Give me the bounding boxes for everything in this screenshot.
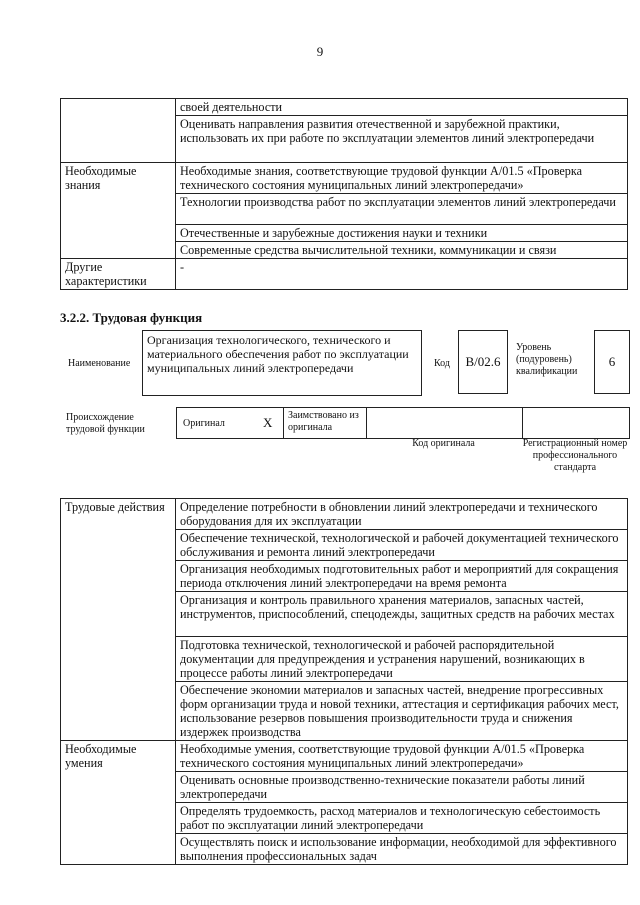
table-cell: - <box>176 259 628 290</box>
code-original-caption: Код оригинала <box>412 438 475 449</box>
code-label: Код <box>434 358 450 369</box>
row-label: Трудовые действия <box>61 499 176 741</box>
name-label: Наименование <box>68 358 131 369</box>
table-cell: Подготовка технической, технологической и рабочей распорядительной документации для предупреждения и устранения нарушений, возникающих в процессе работы линий электропередачи <box>176 637 628 682</box>
table-cell: Отечественные и зарубежные достижения науки и техники <box>176 225 628 242</box>
table-cell: Организация необходимых подготовительных работ и мероприятий для сокращения периода отключения линий электропередачи на время ремонта <box>176 561 628 592</box>
origin-borrowed-box <box>283 407 367 439</box>
original-mark: X <box>263 415 273 430</box>
row-label: Другие характеристики <box>61 259 176 290</box>
table-row <box>61 99 628 116</box>
origin-original-box <box>176 407 284 439</box>
table-cell: Обеспечение технической, технологической и рабочей документацией технического обслуживания и ремонта линий электропередачи <box>176 530 628 561</box>
table-cell: Технологии производства работ по эксплуатации элементов линий электропередачи <box>176 194 628 225</box>
top-table <box>60 98 628 290</box>
level-label: Уровень (подуровень) квалификации <box>516 342 578 377</box>
table-cell: Определение потребности в обновлении линий электропередачи и технического оборудования для их эксплуатации <box>176 499 628 530</box>
table-cell: Осуществлять поиск и использование информации, необходимой для эффективного выполнения профессиональных задач <box>176 834 628 865</box>
original-label: Оригинал <box>183 418 225 429</box>
section-title: 3.2.2. Трудовая функция <box>60 310 203 325</box>
reg-number-caption: Регистрационный номер профессионального стандарта <box>522 438 628 473</box>
row-label: Необходимые умения <box>61 741 176 865</box>
origin-code-box <box>366 407 523 439</box>
level-box: 6 <box>594 330 630 394</box>
page-number: 9 <box>316 44 324 59</box>
table-cell: Современные средства вычислительной техники, коммуникации и связи <box>176 242 628 259</box>
table-cell: Обеспечение экономии материалов и запасных частей, внедрение прогрессивных форм организации труда и новой техники, аттестация и сертификация рабочих мест, использование резервов повышения производительности труда и снижения издержек производства <box>176 682 628 741</box>
borrowed-label: Заимствовано из оригинала <box>288 410 359 433</box>
origin-reg-box <box>522 407 630 439</box>
origin-label: Происхождение трудовой функции <box>66 412 145 435</box>
table-cell: Оценивать основные производственно-технические показатели работы линий электропередачи <box>176 772 628 803</box>
code-box: В/02.6 <box>458 330 508 394</box>
table-row <box>61 741 628 772</box>
function-name-box: Организация технологического, технического и материального обеспечения работ по эксплуатации муниципальных линий электропередачи <box>142 330 422 396</box>
table-cell: Оценивать направления развития отечественной и зарубежной практики, использовать их при работе по эксплуатации элементов линий электропередачи <box>176 116 628 163</box>
table-row <box>61 499 628 530</box>
table-cell: Необходимые знания, соответствующие трудовой функции А/01.5 «Проверка технического состояния муниципальных линий электропередачи» <box>176 163 628 194</box>
table-row <box>61 163 628 194</box>
table-cell: своей деятельности <box>176 99 628 116</box>
table-row <box>61 259 628 290</box>
table-cell: Определять трудоемкость, расход материалов и технологическую себестоимость работ по эксплуатации линий электропередачи <box>176 803 628 834</box>
table-cell: Организация и контроль правильного хранения материалов, запасных частей, инструментов, приспособлений, спецодежды, защитных средств на рабочих местах <box>176 592 628 637</box>
row-label: Необходимые знания <box>61 163 176 259</box>
bottom-table <box>60 498 628 865</box>
row-label <box>61 99 176 163</box>
table-cell: Необходимые умения, соответствующие трудовой функции А/01.5 «Проверка технического состояния муниципальных линий электропередачи» <box>176 741 628 772</box>
